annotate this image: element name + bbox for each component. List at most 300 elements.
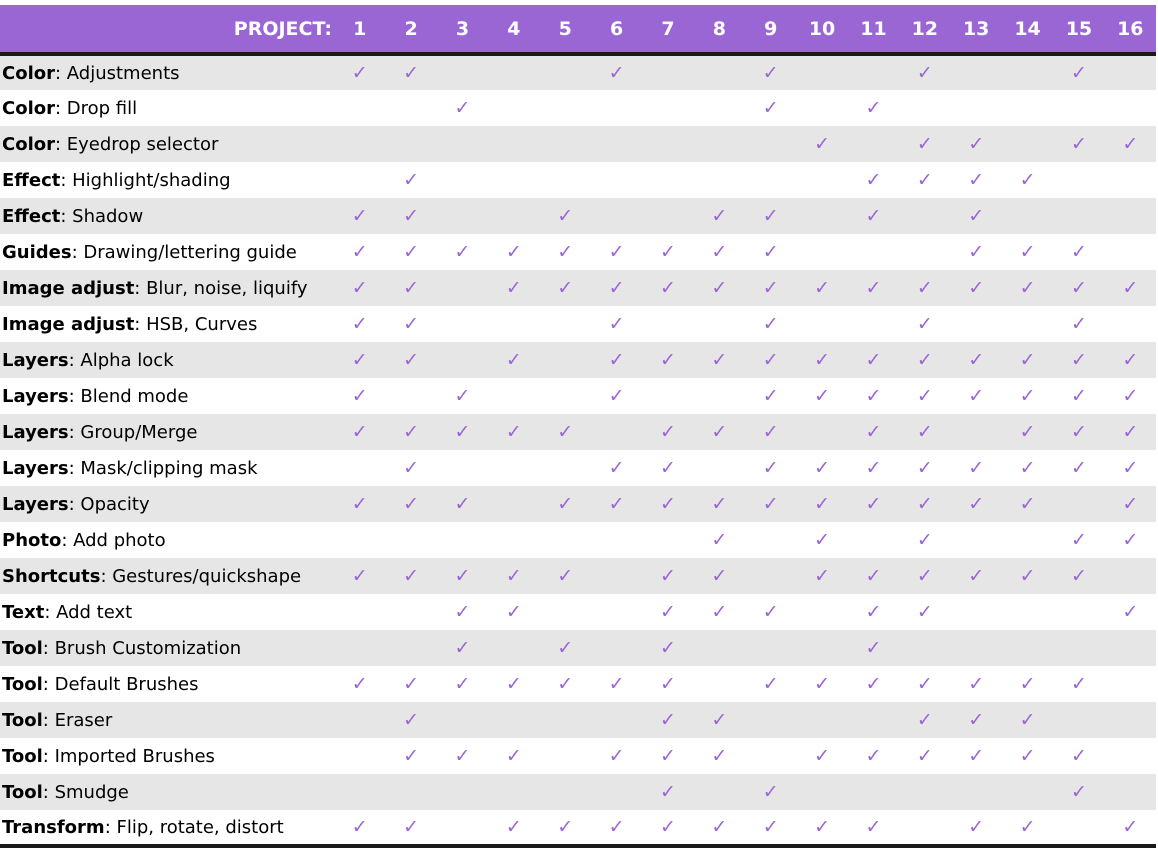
check-icon: ✓ [659,421,676,443]
empty-cell [334,450,385,486]
feature-category: Image adjust [2,313,135,335]
feature-detail: : Group/Merge [68,421,198,443]
check-icon: ✓ [916,709,933,731]
feature-category: Color [2,133,55,155]
check-icon: ✓ [1019,709,1036,731]
check-icon: ✓ [1019,565,1036,587]
feature-name [0,558,334,594]
check-icon: ✓ [351,385,368,407]
empty-cell [694,306,745,342]
check-icon: ✓ [865,457,882,479]
empty-cell [1105,630,1156,666]
check-icon: ✓ [711,493,728,515]
empty-cell [385,378,436,414]
empty-cell [1105,198,1156,234]
empty-cell [899,90,950,126]
check-icon: ✓ [865,349,882,371]
check-icon: ✓ [916,421,933,443]
check-icon: ✓ [1070,745,1087,767]
check-icon: ✓ [351,349,368,371]
feature-row [0,738,1156,774]
check-icon: ✓ [351,277,368,299]
empty-cell [437,810,488,846]
check-icon: ✓ [916,277,933,299]
empty-cell [437,774,488,810]
empty-cell [899,198,950,234]
empty-cell [437,342,488,378]
feature-detail: : Eyedrop selector [55,133,219,155]
check-icon: ✓ [762,97,779,119]
check-icon: ✓ [659,637,676,659]
empty-cell [437,306,488,342]
check-icon: ✓ [642,810,693,846]
check-icon: ✓ [814,529,831,551]
empty-cell [1105,738,1156,774]
feature-detail: : Mask/clipping mask [68,457,258,479]
empty-cell [334,162,385,198]
empty-cell [1053,162,1104,198]
check-icon: ✓ [762,241,779,263]
check-icon: ✓ [1019,673,1036,695]
empty-cell [1053,630,1104,666]
feature-category: Layers [2,421,69,443]
check-icon: ✓ [557,277,574,299]
feature-row [0,486,1156,522]
check-icon: ✓ [488,810,539,846]
feature-category: Effect [2,169,61,191]
empty-cell [591,198,642,234]
empty-cell [642,198,693,234]
empty-cell [642,162,693,198]
feature-category: Image adjust [2,277,135,299]
empty-cell [591,558,642,594]
check-icon: ✓ [762,277,779,299]
empty-cell [694,666,745,702]
check-icon: ✓ [1019,277,1036,299]
empty-cell [848,234,899,270]
check-icon: ✓ [968,709,985,731]
feature-name [0,774,334,810]
feature-category: Effect [2,205,61,227]
check-icon: ✓ [454,565,471,587]
check-icon: ✓ [505,673,522,695]
empty-cell [848,126,899,162]
feature-category: Text [2,601,45,623]
empty-cell [1105,666,1156,702]
check-icon: ✓ [814,349,831,371]
check-icon: ✓ [916,133,933,155]
feature-detail: : Blur, noise, liquify [134,277,308,299]
check-icon: ✓ [351,493,368,515]
empty-cell [540,450,591,486]
empty-cell [334,630,385,666]
empty-cell [591,594,642,630]
check-icon: ✓ [454,637,471,659]
check-icon: ✓ [968,169,985,191]
empty-cell [796,702,847,738]
check-icon: ✓ [403,709,420,731]
check-icon: ✓ [591,810,642,846]
feature-category: Photo [2,529,62,551]
project-number: 5 [540,5,591,54]
feature-row [0,90,1156,126]
empty-cell [488,126,539,162]
check-icon: ✓ [505,565,522,587]
check-icon: ✓ [711,565,728,587]
empty-cell [385,90,436,126]
check-icon: ✓ [968,133,985,155]
check-icon: ✓ [865,637,882,659]
check-icon: ✓ [865,745,882,767]
check-icon: ✓ [608,457,625,479]
feature-row [0,198,1156,234]
empty-cell [951,90,1002,126]
check-icon: ✓ [865,493,882,515]
check-icon: ✓ [711,241,728,263]
check-icon: ✓ [711,709,728,731]
feature-name [0,270,334,306]
empty-cell [1105,558,1156,594]
check-icon: ✓ [865,565,882,587]
feature-row [0,558,1156,594]
feature-detail: : Gestures/quickshape [100,565,302,587]
check-icon: ✓ [1070,133,1087,155]
empty-cell [796,306,847,342]
check-icon: ✓ [1122,421,1139,443]
project-number: 13 [951,5,1002,54]
empty-cell [591,90,642,126]
empty-cell [694,378,745,414]
empty-cell [540,522,591,558]
feature-category: Layers [2,349,69,371]
check-icon: ✓ [968,673,985,695]
check-icon: ✓ [608,673,625,695]
check-icon: ✓ [403,205,420,227]
feature-row [0,450,1156,486]
check-icon: ✓ [968,241,985,263]
check-icon: ✓ [1070,673,1087,695]
feature-category: Tool [2,745,43,767]
check-icon: ✓ [403,277,420,299]
feature-detail: : Highlight/shading [60,169,231,191]
check-icon: ✓ [1019,169,1036,191]
check-icon: ✓ [968,349,985,371]
feature-category: Tool [2,709,43,731]
check-icon: ✓ [403,241,420,263]
project-label: PROJECT: [0,5,334,54]
feature-category: Tool [2,637,43,659]
feature-detail: : Adjustments [55,62,180,84]
check-icon: ✓ [711,277,728,299]
empty-cell [1053,90,1104,126]
empty-cell [1053,810,1104,846]
check-icon: ✓ [557,205,574,227]
empty-cell [385,774,436,810]
feature-name [0,126,334,162]
feature-category: Tool [2,673,43,695]
check-icon: ✓ [659,673,676,695]
empty-cell [796,234,847,270]
empty-cell [951,774,1002,810]
check-icon: ✓ [454,97,471,119]
check-icon: ✓ [1122,277,1139,299]
empty-cell [642,378,693,414]
feature-category: Shortcuts [2,565,101,587]
feature-detail: : Drawing/lettering guide [71,241,297,263]
feature-row [0,54,1156,90]
project-number: 4 [488,5,539,54]
check-icon: ✓ [454,493,471,515]
check-icon: ✓ [916,565,933,587]
feature-name [0,234,334,270]
empty-cell [1105,774,1156,810]
check-icon: ✓ [659,493,676,515]
check-icon: ✓ [608,313,625,335]
check-icon: ✓ [848,810,899,846]
check-icon: ✓ [608,349,625,371]
project-number: 12 [899,5,950,54]
empty-cell [848,54,899,90]
empty-cell [437,270,488,306]
feature-name [0,162,334,198]
empty-cell [334,702,385,738]
feature-row [0,666,1156,702]
feature-name [0,594,334,630]
empty-cell [334,774,385,810]
feature-name [0,666,334,702]
check-icon: ✓ [1122,529,1139,551]
empty-cell [745,702,796,738]
feature-row [0,162,1156,198]
empty-cell [1053,702,1104,738]
project-number: 3 [437,5,488,54]
empty-cell [1002,90,1053,126]
check-icon: ✓ [916,529,933,551]
feature-detail: : Add photo [61,529,166,551]
check-icon: ✓ [762,421,779,443]
feature-name [0,342,334,378]
empty-cell [745,162,796,198]
project-number: 6 [591,5,642,54]
empty-cell [385,630,436,666]
feature-detail: : Default Brushes [42,673,199,695]
empty-cell [951,54,1002,90]
check-icon: ✓ [1070,421,1087,443]
check-icon: ✓ [711,421,728,443]
check-icon: ✓ [659,745,676,767]
check-icon: ✓ [916,601,933,623]
check-icon: ✓ [608,493,625,515]
empty-cell [694,162,745,198]
feature-name [0,522,334,558]
check-icon: ✓ [711,601,728,623]
check-icon: ✓ [351,673,368,695]
empty-cell [437,54,488,90]
check-icon: ✓ [916,313,933,335]
empty-cell [1105,234,1156,270]
check-icon: ✓ [762,349,779,371]
check-icon: ✓ [762,601,779,623]
empty-cell [591,414,642,450]
empty-cell [1053,594,1104,630]
empty-cell [540,738,591,774]
feature-name [0,90,334,126]
check-icon: ✓ [659,709,676,731]
empty-cell [488,378,539,414]
empty-cell [848,522,899,558]
check-icon: ✓ [814,385,831,407]
check-icon: ✓ [968,493,985,515]
check-icon: ✓ [1122,385,1139,407]
check-icon: ✓ [659,601,676,623]
check-icon: ✓ [1070,313,1087,335]
check-icon: ✓ [608,385,625,407]
check-icon: ✓ [608,745,625,767]
empty-cell [488,90,539,126]
empty-cell [385,522,436,558]
check-icon: ✓ [865,169,882,191]
check-icon: ✓ [659,349,676,371]
empty-cell [385,594,436,630]
check-icon: ✓ [351,241,368,263]
empty-cell [334,126,385,162]
empty-cell [437,126,488,162]
check-icon: ✓ [454,673,471,695]
check-icon: ✓ [1070,529,1087,551]
check-icon: ✓ [608,277,625,299]
check-icon: ✓ [403,421,420,443]
feature-detail: : Alpha lock [68,349,174,371]
project-number: 16 [1105,5,1156,54]
check-icon: ✓ [454,601,471,623]
check-icon: ✓ [1122,601,1139,623]
feature-name [0,54,334,90]
empty-cell [437,702,488,738]
check-icon: ✓ [951,810,1002,846]
empty-cell [796,54,847,90]
check-icon: ✓ [916,673,933,695]
empty-cell [796,594,847,630]
empty-cell [591,774,642,810]
check-icon: ✓ [865,205,882,227]
feature-name [0,810,334,846]
empty-cell [488,198,539,234]
check-icon: ✓ [505,349,522,371]
empty-cell [437,198,488,234]
empty-cell [488,630,539,666]
project-number: 10 [796,5,847,54]
empty-cell [848,306,899,342]
check-icon: ✓ [403,745,420,767]
empty-cell [642,522,693,558]
feature-row [0,270,1156,306]
check-icon: ✓ [403,349,420,371]
check-icon: ✓ [762,457,779,479]
feature-row [0,414,1156,450]
empty-cell [951,522,1002,558]
empty-cell [796,162,847,198]
empty-cell [951,594,1002,630]
feature-row [0,126,1156,162]
check-icon: ✓ [916,169,933,191]
empty-cell [385,126,436,162]
check-icon: ✓ [796,810,847,846]
check-icon: ✓ [762,385,779,407]
check-icon: ✓ [1019,457,1036,479]
empty-cell [334,90,385,126]
feature-name [0,630,334,666]
check-icon: ✓ [694,810,745,846]
check-icon: ✓ [1122,493,1139,515]
check-icon: ✓ [351,62,368,84]
check-icon: ✓ [1122,133,1139,155]
feature-detail: : Eraser [42,709,113,731]
check-icon: ✓ [1070,277,1087,299]
check-icon: ✓ [916,745,933,767]
feature-category: Layers [2,493,69,515]
feature-row [0,594,1156,630]
empty-cell [540,594,591,630]
feature-category: Tool [2,781,43,803]
check-icon: ✓ [814,493,831,515]
empty-cell [796,198,847,234]
check-icon: ✓ [865,601,882,623]
empty-cell [591,702,642,738]
check-icon: ✓ [762,673,779,695]
check-icon: ✓ [608,62,625,84]
empty-cell [1002,54,1053,90]
check-icon: ✓ [557,565,574,587]
empty-cell [694,126,745,162]
feature-name [0,414,334,450]
empty-cell [1002,594,1053,630]
feature-category: Color [2,97,55,119]
check-icon: ✓ [351,421,368,443]
check-icon: ✓ [403,169,420,191]
empty-cell [540,702,591,738]
feature-row [0,522,1156,558]
empty-cell [694,630,745,666]
project-number: 14 [1002,5,1053,54]
empty-cell [642,306,693,342]
empty-cell [334,738,385,774]
empty-cell [488,702,539,738]
check-icon: ✓ [1070,385,1087,407]
check-icon: ✓ [351,565,368,587]
check-icon: ✓ [711,349,728,371]
check-icon: ✓ [505,421,522,443]
project-number: 7 [642,5,693,54]
empty-cell [745,738,796,774]
feature-detail: : HSB, Curves [134,313,258,335]
check-icon: ✓ [557,673,574,695]
feature-row [0,810,1156,846]
check-icon: ✓ [454,241,471,263]
empty-cell [488,774,539,810]
feature-category: Layers [2,385,69,407]
check-icon: ✓ [1019,241,1036,263]
empty-cell [1105,702,1156,738]
empty-cell [488,450,539,486]
feature-detail: : Blend mode [68,385,189,407]
check-icon: ✓ [814,745,831,767]
project-number: 2 [385,5,436,54]
feature-row [0,342,1156,378]
check-icon: ✓ [814,457,831,479]
check-icon: ✓ [916,62,933,84]
check-icon: ✓ [1070,62,1087,84]
empty-cell [540,126,591,162]
